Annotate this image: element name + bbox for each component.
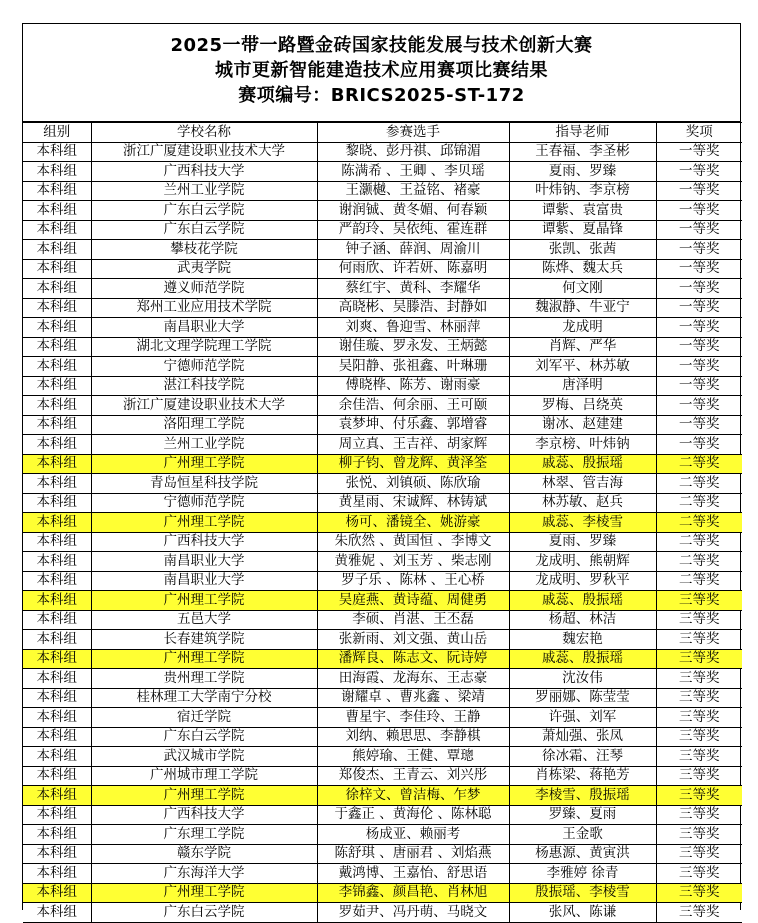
- cell-group: 本科组: [23, 591, 91, 611]
- cell-group: 本科组: [23, 708, 91, 728]
- table-row: [23, 630, 742, 650]
- cell-award: 一等奖: [656, 298, 742, 318]
- cell-school: 广州理工学院: [91, 513, 317, 533]
- cell-students: 傅晓桦、陈芳、谢雨豪: [317, 376, 509, 396]
- cell-group: 本科组: [23, 513, 91, 533]
- cell-group: 本科组: [23, 220, 91, 240]
- cell-school: 广东白云学院: [91, 903, 317, 923]
- cell-group: 本科组: [23, 376, 91, 396]
- cell-teachers: 张风、陈谦: [509, 903, 656, 923]
- cell-students: 杨成亚、赖丽考: [317, 825, 509, 845]
- cell-teachers: 唐泽明: [509, 376, 656, 396]
- cell-teachers: 龙成明、罗秋平: [509, 571, 656, 591]
- cell-award: 一等奖: [656, 318, 742, 338]
- cell-school: 广东理工学院: [91, 825, 317, 845]
- table-row: [23, 396, 742, 416]
- cell-students: 罗子乐 、陈林 、王心桥: [317, 571, 509, 591]
- cell-teachers: 沈汝伟: [509, 669, 656, 689]
- cell-students: 朱欣然 、黄国恒 、李博文: [317, 532, 509, 552]
- header-teachers: 指导老师: [509, 123, 656, 143]
- cell-students: 田海霞、龙海东、王志豪: [317, 669, 509, 689]
- cell-group: 本科组: [23, 747, 91, 767]
- cell-award: 三等奖: [656, 669, 742, 689]
- cell-students: 李锦鑫、颜昌艳、肖林旭: [317, 883, 509, 903]
- table-row: [23, 649, 742, 669]
- cell-teachers: 王春福、李圣彬: [509, 142, 656, 162]
- cell-school: 广西科技大学: [91, 162, 317, 182]
- cell-award: 三等奖: [656, 591, 742, 611]
- cell-award: 三等奖: [656, 805, 742, 825]
- cell-teachers: 林苏敏、赵兵: [509, 493, 656, 513]
- cell-group: 本科组: [23, 415, 91, 435]
- cell-group: 本科组: [23, 844, 91, 864]
- cell-students: 袁梦坤、付乐鑫、郭增睿: [317, 415, 509, 435]
- table-row: [23, 279, 742, 299]
- table-row: [23, 318, 742, 338]
- table-row: [23, 571, 742, 591]
- table-row: [23, 142, 742, 162]
- cell-group: 本科组: [23, 630, 91, 650]
- cell-group: 本科组: [23, 864, 91, 884]
- cell-school: 青岛恒星科技学院: [91, 474, 317, 494]
- cell-teachers: 戚蕊、殷振瑶: [509, 591, 656, 611]
- table-row: [23, 376, 742, 396]
- cell-award: 一等奖: [656, 376, 742, 396]
- cell-award: 一等奖: [656, 337, 742, 357]
- table-row: [23, 298, 742, 318]
- cell-school: 宁德师范学院: [91, 357, 317, 377]
- cell-school: 广州理工学院: [91, 591, 317, 611]
- table-row: [23, 513, 742, 533]
- table-row: [23, 844, 742, 864]
- table-row: [23, 727, 742, 747]
- cell-students: 谢耀卓 、曹兆鑫 、梁靖: [317, 688, 509, 708]
- cell-school: 湛江科技学院: [91, 376, 317, 396]
- table-row: [23, 786, 742, 806]
- cell-group: 本科组: [23, 786, 91, 806]
- cell-teachers: 李京榜、叶炜钠: [509, 435, 656, 455]
- cell-school: 洛阳理工学院: [91, 415, 317, 435]
- cell-teachers: 杨惠源、黄寅洪: [509, 844, 656, 864]
- table-row: [23, 903, 742, 923]
- title-block: [23, 33, 740, 122]
- cell-award: 一等奖: [656, 396, 742, 416]
- cell-students: 黄星雨、宋诚辉、林铸斌: [317, 493, 509, 513]
- cell-school: 武汉城市学院: [91, 747, 317, 767]
- table-row: [23, 805, 742, 825]
- cell-award: 一等奖: [656, 357, 742, 377]
- cell-students: 陈舒琪 、唐丽君 、刘焰燕: [317, 844, 509, 864]
- cell-group: 本科组: [23, 649, 91, 669]
- cell-teachers: 谢冰、赵建建: [509, 415, 656, 435]
- cell-group: 本科组: [23, 727, 91, 747]
- cell-award: 三等奖: [656, 825, 742, 845]
- cell-award: 一等奖: [656, 435, 742, 455]
- cell-school: 广州城市理工学院: [91, 766, 317, 786]
- table-row: [23, 435, 742, 455]
- cell-school: 桂林理工大学南宁分校: [91, 688, 317, 708]
- cell-school: 广州理工学院: [91, 649, 317, 669]
- cell-students: 柳子钧、曾龙辉、黄泽筌: [317, 454, 509, 474]
- cell-students: 谢佳璇、罗永发、王炳懿: [317, 337, 509, 357]
- cell-students: 黄雅妮 、刘玉芳 、柴志刚: [317, 552, 509, 572]
- table-row: [23, 591, 742, 611]
- table-row: [23, 669, 742, 689]
- cell-students: 徐梓文、曾洁梅、乍梦: [317, 786, 509, 806]
- cell-group: 本科组: [23, 337, 91, 357]
- header-group: 组别: [23, 123, 91, 143]
- cell-award: 三等奖: [656, 844, 742, 864]
- cell-teachers: 夏雨、罗臻: [509, 162, 656, 182]
- cell-school: 南昌职业大学: [91, 552, 317, 572]
- cell-school: 攀枝花学院: [91, 240, 317, 260]
- cell-students: 李硕、肖湛、王丕磊: [317, 610, 509, 630]
- cell-school: 贵州理工学院: [91, 669, 317, 689]
- cell-group: 本科组: [23, 240, 91, 260]
- header-school: 学校名称: [91, 123, 317, 143]
- cell-award: 一等奖: [656, 240, 742, 260]
- cell-award: 三等奖: [656, 649, 742, 669]
- cell-school: 遵义师范学院: [91, 279, 317, 299]
- table-row: [23, 883, 742, 903]
- cell-teachers: 戚蕊、殷振瑶: [509, 454, 656, 474]
- table-row: [23, 337, 742, 357]
- cell-award: 三等奖: [656, 610, 742, 630]
- cell-group: 本科组: [23, 669, 91, 689]
- cell-teachers: 陈烨、魏太兵: [509, 259, 656, 279]
- cell-teachers: 王金歌: [509, 825, 656, 845]
- cell-group: 本科组: [23, 454, 91, 474]
- cell-teachers: 李雅婷 徐青: [509, 864, 656, 884]
- table-row: [23, 864, 742, 884]
- cell-teachers: 夏雨、罗臻: [509, 532, 656, 552]
- cell-school: 广西科技大学: [91, 532, 317, 552]
- cell-group: 本科组: [23, 571, 91, 591]
- cell-teachers: 魏宏艳: [509, 630, 656, 650]
- cell-school: 广西科技大学: [91, 805, 317, 825]
- cell-school: 浙江广厦建设职业技术大学: [91, 142, 317, 162]
- results-table: [23, 122, 742, 923]
- cell-school: 郑州工业应用技术学院: [91, 298, 317, 318]
- cell-group: 本科组: [23, 279, 91, 299]
- title-line-2: 城市更新智能建造技术应用赛项比赛结果: [215, 60, 548, 81]
- cell-school: 宁德师范学院: [91, 493, 317, 513]
- cell-students: 曹星宇、李佳玲、王静: [317, 708, 509, 728]
- cell-award: 三等奖: [656, 747, 742, 767]
- cell-group: 本科组: [23, 474, 91, 494]
- cell-students: 张新雨、刘文强、黄山岳: [317, 630, 509, 650]
- table-row: [23, 220, 742, 240]
- cell-group: 本科组: [23, 396, 91, 416]
- cell-teachers: 龙成明、熊朝辉: [509, 552, 656, 572]
- cell-group: 本科组: [23, 805, 91, 825]
- cell-students: 刘爽、鲁迎雪、林丽萍: [317, 318, 509, 338]
- cell-teachers: 谭紫、夏晶锋: [509, 220, 656, 240]
- cell-teachers: 萧灿强、张凤: [509, 727, 656, 747]
- cell-award: 三等奖: [656, 864, 742, 884]
- cell-group: 本科组: [23, 766, 91, 786]
- cell-group: 本科组: [23, 532, 91, 552]
- cell-teachers: 肖栋梁、蒋艳芳: [509, 766, 656, 786]
- cell-group: 本科组: [23, 552, 91, 572]
- cell-group: 本科组: [23, 181, 91, 201]
- cell-group: 本科组: [23, 162, 91, 182]
- cell-students: 余佳浩、何余丽、王可颐: [317, 396, 509, 416]
- cell-students: 谢润铖、黄冬媚、何春颖: [317, 201, 509, 221]
- cell-teachers: 罗丽娜、陈莹莹: [509, 688, 656, 708]
- cell-award: 二等奖: [656, 513, 742, 533]
- cell-students: 蔡红宇、黄科、李耀华: [317, 279, 509, 299]
- cell-school: 赣东学院: [91, 844, 317, 864]
- cell-award: 二等奖: [656, 454, 742, 474]
- cell-teachers: 何文刚: [509, 279, 656, 299]
- cell-students: 于鑫正 、黄海伦 、陈林聪: [317, 805, 509, 825]
- cell-award: 二等奖: [656, 552, 742, 572]
- cell-group: 本科组: [23, 298, 91, 318]
- cell-students: 张悦、刘镇硕、陈欣瑜: [317, 474, 509, 494]
- cell-teachers: 殷振瑶、李棱雪: [509, 883, 656, 903]
- cell-group: 本科组: [23, 357, 91, 377]
- cell-group: 本科组: [23, 142, 91, 162]
- table-body: [23, 142, 742, 922]
- cell-award: 三等奖: [656, 883, 742, 903]
- table-row: [23, 747, 742, 767]
- table-row: [23, 688, 742, 708]
- cell-school: 五邑大学: [91, 610, 317, 630]
- cell-group: 本科组: [23, 259, 91, 279]
- cell-group: 本科组: [23, 493, 91, 513]
- cell-award: 二等奖: [656, 474, 742, 494]
- cell-teachers: 谭紫、袁富贵: [509, 201, 656, 221]
- table-row: [23, 357, 742, 377]
- cell-school: 广东白云学院: [91, 201, 317, 221]
- table-row: [23, 474, 742, 494]
- cell-award: 一等奖: [656, 181, 742, 201]
- table-row: [23, 610, 742, 630]
- cell-students: 吴庭燕、黄诗蕴、周健勇: [317, 591, 509, 611]
- table-row: [23, 201, 742, 221]
- cell-teachers: 肖辉、严华: [509, 337, 656, 357]
- cell-teachers: 叶炜钠、李京榜: [509, 181, 656, 201]
- cell-award: 一等奖: [656, 259, 742, 279]
- cell-group: 本科组: [23, 201, 91, 221]
- cell-teachers: 林翠、管吉海: [509, 474, 656, 494]
- title-line-3: 赛项编号：BRICS2025-ST-172: [238, 85, 525, 106]
- cell-teachers: 龙成明: [509, 318, 656, 338]
- cell-award: 一等奖: [656, 162, 742, 182]
- cell-award: 三等奖: [656, 708, 742, 728]
- cell-students: 潘辉良、陈志文、阮诗婷: [317, 649, 509, 669]
- cell-award: 二等奖: [656, 493, 742, 513]
- cell-school: 湖北文理学院理工学院: [91, 337, 317, 357]
- cell-school: 兰州工业学院: [91, 181, 317, 201]
- title-line-1: 2025一带一路暨金砖国家技能发展与技术创新大赛: [170, 35, 593, 56]
- cell-group: 本科组: [23, 903, 91, 923]
- cell-award: 三等奖: [656, 688, 742, 708]
- table-row: [23, 552, 742, 572]
- cell-teachers: 刘军平、林苏敏: [509, 357, 656, 377]
- cell-school: 广州理工学院: [91, 883, 317, 903]
- cell-award: 一等奖: [656, 279, 742, 299]
- cell-school: 宿迁学院: [91, 708, 317, 728]
- table-row: [23, 240, 742, 260]
- cell-students: 黎晓、彭丹祺、邱锦湄: [317, 142, 509, 162]
- cell-teachers: 张凯、张茜: [509, 240, 656, 260]
- cell-school: 广州理工学院: [91, 786, 317, 806]
- cell-award: 一等奖: [656, 220, 742, 240]
- cell-award: 三等奖: [656, 903, 742, 923]
- cell-students: 刘纳、赖思思、李静棋: [317, 727, 509, 747]
- cell-students: 王灏樾、王益铭、褚豪: [317, 181, 509, 201]
- cell-students: 戴鸿博、王嘉怡、舒思语: [317, 864, 509, 884]
- header-students: 参赛选手: [317, 123, 509, 143]
- cell-school: 广东海洋大学: [91, 864, 317, 884]
- table-header-row: [23, 123, 742, 143]
- table-row: [23, 162, 742, 182]
- cell-group: 本科组: [23, 688, 91, 708]
- cell-award: 三等奖: [656, 786, 742, 806]
- cell-group: 本科组: [23, 435, 91, 455]
- cell-students: 高晓彬、吴滕浩、封静如: [317, 298, 509, 318]
- cell-school: 武夷学院: [91, 259, 317, 279]
- cell-teachers: 戚蕊、李棱雪: [509, 513, 656, 533]
- cell-school: 广东白云学院: [91, 727, 317, 747]
- cell-school: 广东白云学院: [91, 220, 317, 240]
- cell-award: 一等奖: [656, 201, 742, 221]
- cell-students: 何雨欣、许若妍、陈嘉明: [317, 259, 509, 279]
- cell-award: 二等奖: [656, 532, 742, 552]
- cell-students: 陈满希 、王卿 、李贝瑶: [317, 162, 509, 182]
- cell-award: 三等奖: [656, 630, 742, 650]
- cell-teachers: 李棱雪、殷振瑶: [509, 786, 656, 806]
- cell-school: 兰州工业学院: [91, 435, 317, 455]
- cell-school: 长春建筑学院: [91, 630, 317, 650]
- cell-school: 南昌职业大学: [91, 571, 317, 591]
- cell-teachers: 许强、刘军: [509, 708, 656, 728]
- cell-award: 一等奖: [656, 415, 742, 435]
- table-row: [23, 493, 742, 513]
- cell-students: 周立真、王吉祥、胡家辉: [317, 435, 509, 455]
- table-row: [23, 766, 742, 786]
- table-row: [23, 532, 742, 552]
- cell-teachers: 魏淑静、牛亚宁: [509, 298, 656, 318]
- cell-students: 杨可、潘镜全、姚游豪: [317, 513, 509, 533]
- cell-award: 二等奖: [656, 571, 742, 591]
- cell-students: 钟子涵、薛润、周渝川: [317, 240, 509, 260]
- cell-award: 一等奖: [656, 142, 742, 162]
- cell-students: 罗茹尹、冯丹萌、马晓文: [317, 903, 509, 923]
- cell-group: 本科组: [23, 883, 91, 903]
- cell-students: 熊婷瑜、王健、覃璁: [317, 747, 509, 767]
- cell-school: 广州理工学院: [91, 454, 317, 474]
- cell-group: 本科组: [23, 610, 91, 630]
- cell-students: 吴阳静、张祖鑫、叶琳珊: [317, 357, 509, 377]
- table-row: [23, 708, 742, 728]
- table-row: [23, 825, 742, 845]
- cell-group: 本科组: [23, 825, 91, 845]
- cell-teachers: 罗臻、夏雨: [509, 805, 656, 825]
- cell-group: 本科组: [23, 318, 91, 338]
- table-row: [23, 454, 742, 474]
- table-row: [23, 415, 742, 435]
- cell-teachers: 罗梅、吕绕英: [509, 396, 656, 416]
- cell-teachers: 徐冰霜、汪琴: [509, 747, 656, 767]
- header-award: 奖项: [656, 123, 742, 143]
- cell-school: 南昌职业大学: [91, 318, 317, 338]
- results-sheet: [22, 23, 741, 920]
- cell-award: 三等奖: [656, 766, 742, 786]
- cell-students: 严韵玲、吴依纯、霍连群: [317, 220, 509, 240]
- cell-award: 三等奖: [656, 727, 742, 747]
- table-row: [23, 259, 742, 279]
- cell-students: 郑俊杰、王青云、刘兴彤: [317, 766, 509, 786]
- cell-school: 浙江广厦建设职业技术大学: [91, 396, 317, 416]
- cell-teachers: 戚蕊、殷振瑶: [509, 649, 656, 669]
- cell-teachers: 杨超、林洁: [509, 610, 656, 630]
- table-row: [23, 181, 742, 201]
